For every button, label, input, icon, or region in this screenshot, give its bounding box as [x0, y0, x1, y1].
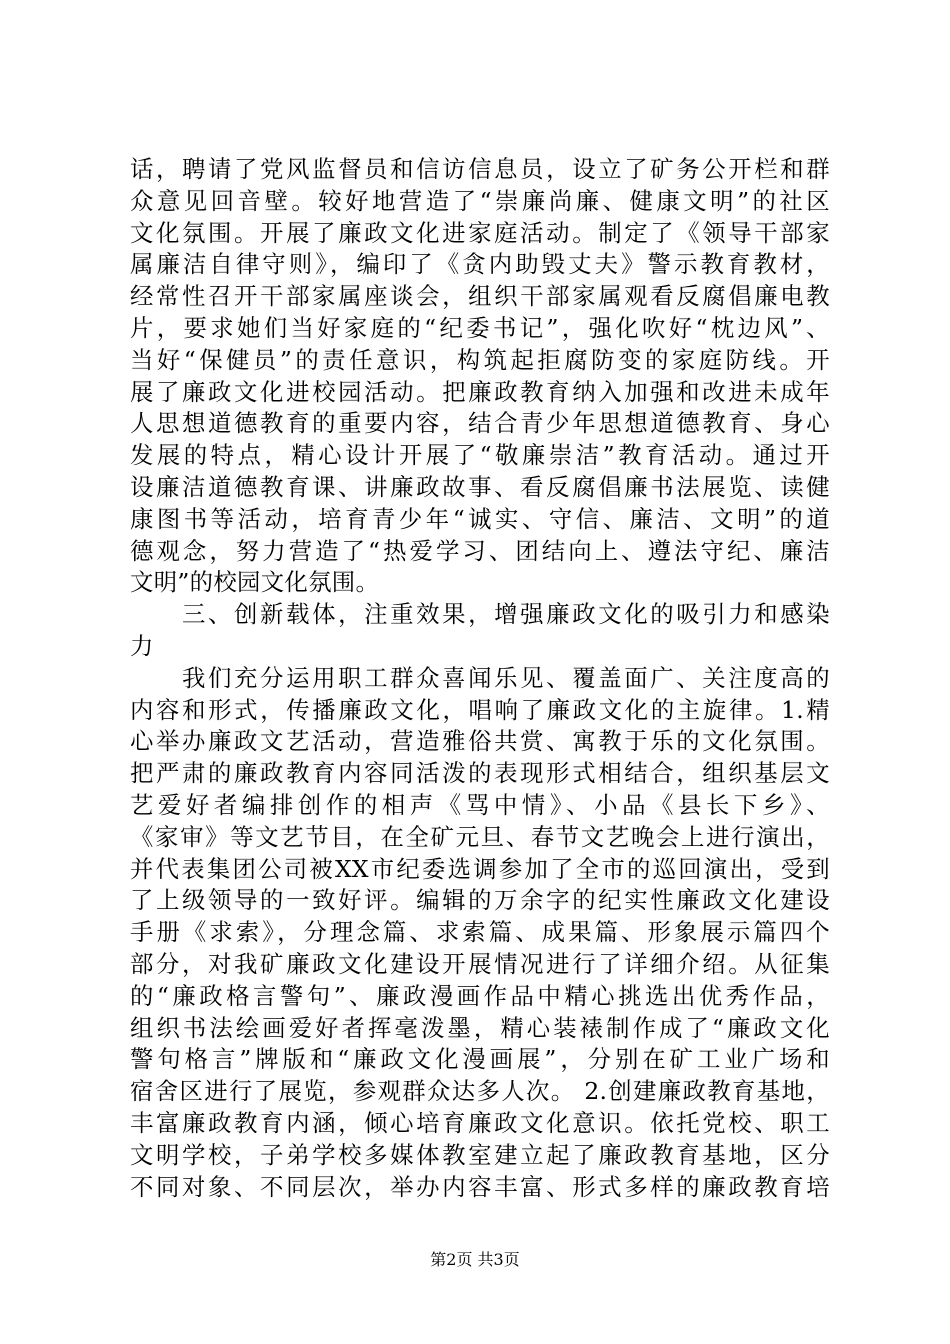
text-line: 宿舍区进行了展览，参观群众达多人次。 2.创建廉政教育基地， — [130, 1077, 830, 1106]
text-line: 展了廉政文化进校园活动。把廉政教育纳入加强和改进未成年 — [130, 377, 830, 406]
text-line: 德观念，努力营造了“热爱学习、团结向上、遵法守纪、廉洁 — [130, 536, 830, 565]
text-line: 片，要求她们当好家庭的“纪委书记”，强化吹好“枕边风”、 — [130, 313, 830, 342]
text-line: 属廉洁自律守则》，编印了《贪内助毁丈夫》警示教育教材， — [130, 250, 830, 279]
document-body — [130, 154, 830, 1203]
text-line: 力 — [130, 631, 154, 660]
text-line: 艺爱好者编排创作的相声《骂中情》、小品《县长下乡》、 — [130, 790, 830, 819]
text-line: 话，聘请了党风监督员和信访信息员，设立了矿务公开栏和群 — [130, 155, 830, 183]
text-line: 部分，对我矿廉政文化建设开展情况进行了详细介绍。从征集 — [130, 949, 830, 978]
text-line: 众意见回音壁。较好地营造了“崇廉尚廉、健康文明”的社区 — [130, 186, 830, 215]
text-line: 文化氛围。开展了廉政文化进家庭活动。制定了《领导干部家 — [130, 218, 830, 247]
text-line: 的“廉政格言警句”、廉政漫画作品中精心挑选出优秀作品， — [130, 981, 830, 1010]
text-line: 了上级领导的一致好评。编辑的万余字的纪实性廉政文化建设 — [130, 886, 830, 915]
text-line: 不同对象、不同层次，举办内容丰富、形式多样的廉政教育培 — [130, 1172, 830, 1201]
text-line: 经常性召开干部家属座谈会，组织干部家属观看反腐倡廉电教 — [130, 282, 830, 311]
text-line: 把严肃的廉政教育内容同活泼的表现形式相结合，组织基层文 — [130, 759, 830, 788]
text-line: 三、创新载体，注重效果，增强廉政文化的吸引力和感染 — [130, 600, 830, 629]
text-line: 《家审》等文艺节目，在全矿元旦、春节文艺晚会上进行演出， — [130, 822, 830, 851]
text-line: 心举办廉政文艺活动，营造雅俗共赏、寓教于乐的文化氛围。 — [130, 727, 830, 756]
text-line: 当好“保健员”的责任意识，构筑起拒腐防变的家庭防线。开 — [130, 345, 830, 374]
text-line: 人思想道德教育的重要内容，结合青少年思想道德教育、身心 — [130, 409, 830, 438]
text-line: 内容和形式，传播廉政文化，唱响了廉政文化的主旋律。1.精 — [130, 695, 830, 724]
page-footer: 第2页 共3页 — [430, 1250, 520, 1269]
text-line: 组织书法绘画爱好者挥毫泼墨，精心装裱制作成了“廉政文化 — [130, 1013, 830, 1042]
text-line: 我们充分运用职工群众喜闻乐见、覆盖面广、关注度高的 — [130, 663, 830, 692]
text-line: 康图书等活动，培育青少年“诚实、守信、廉洁、文明”的道 — [130, 504, 830, 533]
text-line: 设廉洁道德教育课、讲廉政故事、看反腐倡廉书法展览、读健 — [130, 472, 830, 501]
text-line: 文明学校，子弟学校多媒体教室建立起了廉政教育基地，区分 — [130, 1140, 830, 1169]
text-line: 文明”的校园文化氛围。 — [130, 568, 380, 597]
text-line: 发展的特点，精心设计开展了“敬廉崇洁”教育活动。通过开 — [130, 441, 830, 470]
text-line: 手册《求索》，分理念篇、求索篇、成果篇、形象展示篇四个 — [130, 918, 830, 947]
text-line: 并代表集团公司被XX市纪委选调参加了全市的巡回演出，受到 — [130, 854, 830, 883]
text-line: 警句格言”牌版和“廉政文化漫画展”，分别在矿工业广场和 — [130, 1045, 830, 1074]
text-line: 丰富廉政教育内涵，倾心培育廉政文化意识。依托党校、职工 — [130, 1108, 830, 1137]
